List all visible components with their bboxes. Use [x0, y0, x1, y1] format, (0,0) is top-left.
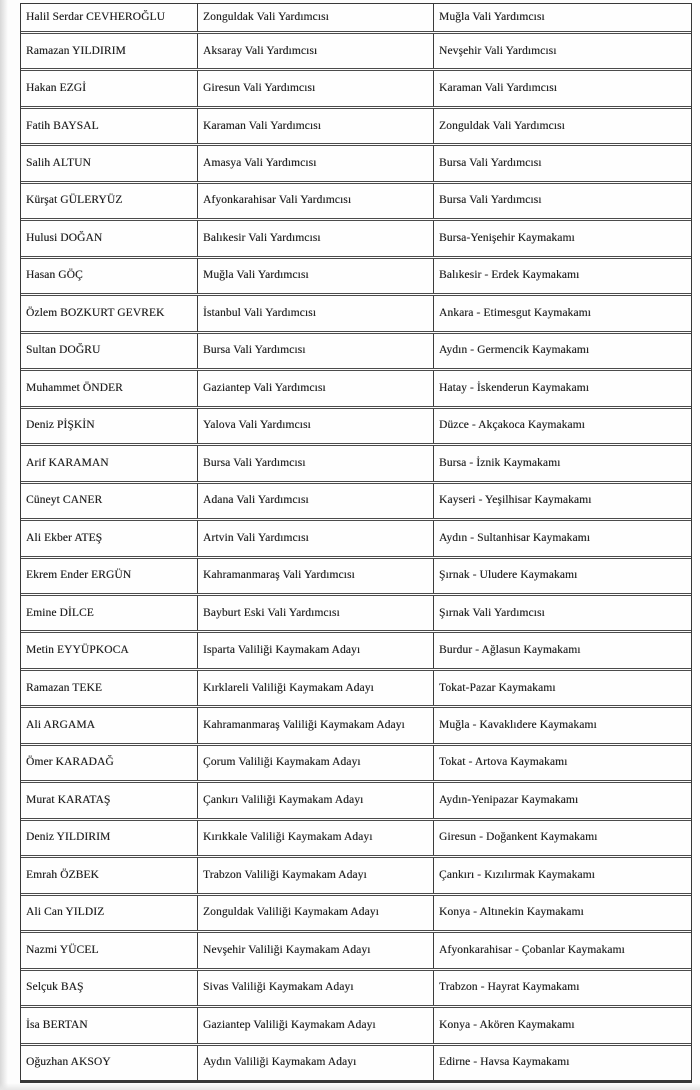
- cell-text: Hakan EZGİ: [26, 82, 87, 95]
- cell-text: Oğuzhan AKSOY: [26, 1056, 111, 1069]
- new-post-cell: [433, 596, 691, 630]
- current-post-cell: [197, 671, 433, 705]
- cell-text: Fatih BAYSAL: [26, 119, 99, 132]
- current-post-cell: [197, 1046, 433, 1080]
- person-name-cell: [21, 896, 197, 930]
- cell-text: Adana Vali Yardımcısı: [203, 494, 309, 507]
- new-post-cell: [433, 933, 691, 967]
- current-post-cell: [197, 896, 433, 930]
- cell-text: Balıkesir Vali Yardımcısı: [203, 231, 321, 244]
- person-name-cell: [21, 633, 197, 667]
- table-row: [21, 293, 691, 330]
- current-post-cell: [197, 334, 433, 368]
- cell-text: Nazmi YÜCEL: [26, 943, 99, 956]
- current-post-cell: [197, 409, 433, 443]
- cell-text: Çankırı Valiliği Kaymakam Adayı: [203, 793, 364, 806]
- table-row: [21, 968, 691, 1005]
- table-row: [21, 1005, 691, 1042]
- person-name-cell: [21, 109, 197, 143]
- cell-text: Bursa Vali Yardımcısı: [439, 194, 542, 207]
- cell-text: Selçuk BAŞ: [26, 981, 84, 994]
- person-name-cell: [21, 708, 197, 742]
- table-row: [21, 818, 691, 855]
- cell-text: Amasya Vali Yardımcısı: [203, 157, 317, 169]
- table-row: [21, 331, 691, 368]
- cell-text: Kırklareli Valiliği Kaymakam Adayı: [203, 681, 374, 694]
- new-post-cell: [433, 896, 691, 930]
- person-name-cell: [21, 71, 197, 105]
- cell-text: Burdur - Ağlasun Kaymakamı: [439, 644, 581, 657]
- person-name-cell: [21, 296, 197, 330]
- person-name-cell: [21, 259, 197, 293]
- cell-text: Afyonkarahisar - Çobanlar Kaymakamı: [439, 943, 625, 956]
- person-name-cell: [21, 184, 197, 218]
- person-name-cell: [21, 971, 197, 1005]
- current-post-cell: [197, 1008, 433, 1042]
- current-post-cell: [197, 371, 433, 405]
- person-name-cell: [21, 783, 197, 817]
- new-post-cell: [433, 71, 691, 105]
- person-name-cell: [21, 746, 197, 780]
- cell-text: Ramazan TEKE: [26, 681, 103, 694]
- cell-text: Konya - Altınekin Kaymakamı: [439, 906, 584, 919]
- cell-text: Murat KARATAŞ: [26, 793, 111, 806]
- cell-text: Emine DİLCE: [26, 606, 94, 619]
- cell-text: Ekrem Ender ERGÜN: [26, 569, 132, 582]
- new-post-cell: [433, 858, 691, 892]
- new-post-cell: [433, 4, 691, 31]
- cell-text: Yalova Vali Yardımcısı: [203, 419, 311, 432]
- scan-shadow-bottom: [0, 1083, 700, 1090]
- cell-text: Nevşehir Valiliği Kaymakam Adayı: [203, 943, 371, 956]
- current-post-cell: [197, 933, 433, 967]
- cell-text: Kahramanmaraş Valiliği Kaymakam Adayı: [203, 718, 405, 731]
- person-name-cell: [21, 221, 197, 255]
- table-row: [21, 68, 691, 105]
- cell-text: Muğla Vali Yardımcısı: [203, 269, 309, 282]
- table-row: [21, 668, 691, 705]
- cell-text: Metin EYYÜPKOCA: [26, 644, 129, 657]
- cell-text: Muğla Vali Yardımcısı: [439, 10, 545, 23]
- current-post-cell: [197, 34, 433, 68]
- cell-text: Zonguldak Vali Yardımcısı: [439, 119, 565, 132]
- cell-text: Düzce - Akçakoca Kaymakamı: [439, 419, 585, 432]
- new-post-cell: [433, 296, 691, 330]
- current-post-cell: [197, 184, 433, 218]
- current-post-cell: [197, 146, 433, 180]
- new-post-cell: [433, 184, 691, 218]
- table-row: [21, 218, 691, 255]
- cell-text: Deniz PİŞKİN: [26, 419, 95, 432]
- cell-text: Trabzon Valiliği Kaymakam Adayı: [203, 868, 367, 881]
- current-post-cell: [197, 559, 433, 593]
- table-row: [21, 930, 691, 967]
- cell-text: Karaman Vali Yardımcısı: [203, 119, 322, 132]
- cell-text: Arif KARAMAN: [26, 456, 109, 469]
- cell-text: Aydın Valiliği Kaymakam Adayı: [203, 1056, 357, 1069]
- cell-text: Edirne - Havsa Kaymakamı: [439, 1056, 570, 1069]
- cell-text: Halil Serdar CEVHEROĞLU: [26, 10, 165, 23]
- new-post-cell: [433, 259, 691, 293]
- cell-text: Aydın-Yenipazar Kaymakamı: [439, 793, 579, 806]
- new-post-cell: [433, 146, 691, 180]
- new-post-cell: [433, 446, 691, 480]
- cell-text: Gaziantep Valiliği Kaymakam Adayı: [203, 1018, 376, 1031]
- current-post-cell: [197, 971, 433, 1005]
- cell-text: Artvin Vali Yardımcısı: [203, 531, 309, 544]
- table-row: [21, 368, 691, 405]
- cell-text: Muhammet ÖNDER: [26, 381, 123, 394]
- person-name-cell: [21, 371, 197, 405]
- cell-text: Sultan DOĞRU: [26, 344, 101, 357]
- table-row: [21, 855, 691, 892]
- cell-text: Trabzon - Hayrat Kaymakamı: [439, 981, 580, 994]
- person-name-cell: [21, 933, 197, 967]
- cell-text: Ali ARGAMA: [26, 718, 96, 731]
- new-post-cell: [433, 633, 691, 667]
- cell-text: Karaman Vali Yardımcısı: [439, 82, 558, 95]
- cell-text: Nevşehir Vali Yardımcısı: [439, 44, 557, 57]
- person-name-cell: [21, 671, 197, 705]
- cell-text: Şırnak Vali Yardımcısı: [439, 606, 545, 619]
- cell-text: Aksaray Vali Yardımcısı: [203, 44, 318, 57]
- new-post-cell: [433, 334, 691, 368]
- cell-text: Zonguldak Vali Yardımcısı: [203, 10, 329, 23]
- current-post-cell: [197, 4, 433, 31]
- cell-text: Ankara - Etimesgut Kaymakamı: [439, 306, 591, 319]
- person-name-cell: [21, 146, 197, 180]
- cell-text: Giresun - Doğankent Kaymakamı: [439, 831, 598, 844]
- cell-text: İstanbul Vali Yardımcısı: [203, 306, 317, 319]
- current-post-cell: [197, 821, 433, 855]
- cell-text: Hasan GÖÇ: [26, 269, 83, 282]
- new-post-cell: [433, 371, 691, 405]
- table-row: [21, 4, 691, 31]
- person-name-cell: [21, 821, 197, 855]
- current-post-cell: [197, 221, 433, 255]
- table-row: [21, 743, 691, 780]
- table-row: [21, 556, 691, 593]
- cell-text: Çankırı - Kızılırmak Kaymakamı: [439, 868, 595, 881]
- current-post-cell: [197, 71, 433, 105]
- cell-text: Kahramanmaraş Vali Yardımcısı: [203, 569, 355, 582]
- table-row: [21, 181, 691, 218]
- person-name-cell: [21, 446, 197, 480]
- current-post-cell: [197, 783, 433, 817]
- cell-text: Bayburt Eski Vali Yardımcısı: [203, 606, 340, 619]
- new-post-cell: [433, 783, 691, 817]
- new-post-cell: [433, 484, 691, 518]
- person-name-cell: [21, 521, 197, 555]
- cell-text: Hatay - İskenderun Kaymakamı: [439, 381, 590, 394]
- current-post-cell: [197, 296, 433, 330]
- current-post-cell: [197, 259, 433, 293]
- table-row: [21, 518, 691, 555]
- table-row: [21, 443, 691, 480]
- table-row: [21, 893, 691, 930]
- table-row: [21, 106, 691, 143]
- cell-text: Muğla - Kavaklıdere Kaymakamı: [439, 718, 597, 731]
- new-post-cell: [433, 409, 691, 443]
- current-post-cell: [197, 109, 433, 143]
- current-post-cell: [197, 484, 433, 518]
- table-row: [21, 481, 691, 518]
- new-post-cell: [433, 559, 691, 593]
- new-post-cell: [433, 1008, 691, 1042]
- cell-text: Sivas Valiliği Kaymakam Adayı: [203, 981, 354, 994]
- cell-text: Zonguldak Valiliği Kaymakam Adayı: [203, 906, 379, 919]
- table-row: [21, 630, 691, 667]
- person-name-cell: [21, 34, 197, 68]
- table-row: [21, 406, 691, 443]
- person-name-cell: [21, 858, 197, 892]
- new-post-cell: [433, 34, 691, 68]
- new-post-cell: [433, 521, 691, 555]
- table-row: [21, 593, 691, 630]
- new-post-cell: [433, 821, 691, 855]
- new-post-cell: [433, 671, 691, 705]
- person-name-cell: [21, 409, 197, 443]
- cell-text: Kırıkkale Valiliği Kaymakam Adayı: [203, 831, 373, 844]
- cell-text: Konya - Akören Kaymakamı: [439, 1018, 575, 1031]
- appointments-table: [20, 3, 692, 1083]
- cell-text: Afyonkarahisar Vali Yardımcısı: [203, 194, 352, 207]
- cell-text: Bursa Vali Yardımcısı: [203, 456, 306, 469]
- cell-text: İsa BERTAN: [26, 1018, 88, 1031]
- cell-text: Kayseri - Yeşilhisar Kaymakamı: [439, 494, 592, 507]
- table-row: [21, 705, 691, 742]
- table-row: [21, 256, 691, 293]
- current-post-cell: [197, 521, 433, 555]
- scan-shadow-left: [0, 0, 8, 1090]
- cell-text: Aydın - Germencik Kaymakamı: [439, 344, 590, 357]
- cell-text: Isparta Valiliği Kaymakam Adayı: [203, 644, 361, 657]
- table-row: [21, 31, 691, 68]
- cell-text: Bursa - İznik Kaymakamı: [439, 456, 561, 469]
- new-post-cell: [433, 708, 691, 742]
- cell-text: Aydın - Sultanhisar Kaymakamı: [439, 531, 590, 544]
- new-post-cell: [433, 971, 691, 1005]
- current-post-cell: [197, 858, 433, 892]
- cell-text: Şırnak - Uludere Kaymakamı: [439, 569, 578, 582]
- cell-text: Ramazan YILDIRIM: [26, 44, 126, 57]
- new-post-cell: [433, 109, 691, 143]
- cell-text: Deniz YILDIRIM: [26, 831, 111, 844]
- current-post-cell: [197, 446, 433, 480]
- cell-text: Kürşat GÜLERYÜZ: [26, 194, 123, 207]
- cell-text: Bursa Vali Yardımcısı: [203, 344, 306, 357]
- cell-text: Bursa-Yenişehir Kaymakamı: [439, 231, 575, 244]
- current-post-cell: [197, 746, 433, 780]
- new-post-cell: [433, 221, 691, 255]
- cell-text: Ali Can YILDIZ: [26, 906, 105, 919]
- person-name-cell: [21, 334, 197, 368]
- cell-text: Ömer KARADAĞ: [26, 756, 114, 769]
- cell-text: Çorum Valiliği Kaymakam Adayı: [203, 756, 361, 769]
- person-name-cell: [21, 4, 197, 31]
- cell-text: Giresun Vali Yardımcısı: [203, 82, 316, 95]
- cell-text: Emrah ÖZBEK: [26, 868, 99, 881]
- cell-text: Tokat-Pazar Kaymakamı: [439, 681, 556, 694]
- cell-text: Salih ALTUN: [26, 157, 91, 169]
- cell-text: Tokat - Artova Kaymakamı: [439, 756, 568, 769]
- table-row: [21, 143, 691, 180]
- cell-text: Gaziantep Vali Yardımcısı: [203, 381, 326, 394]
- cell-text: Bursa Vali Yardımcısı: [439, 157, 542, 169]
- cell-text: Özlem BOZKURT GEVREK: [26, 306, 165, 319]
- new-post-cell: [433, 746, 691, 780]
- person-name-cell: [21, 1008, 197, 1042]
- table-row: [21, 1043, 691, 1080]
- current-post-cell: [197, 596, 433, 630]
- person-name-cell: [21, 559, 197, 593]
- person-name-cell: [21, 596, 197, 630]
- table-row: [21, 780, 691, 817]
- person-name-cell: [21, 1046, 197, 1080]
- current-post-cell: [197, 708, 433, 742]
- current-post-cell: [197, 633, 433, 667]
- cell-text: Hulusi DOĞAN: [26, 231, 103, 244]
- cell-text: Balıkesir - Erdek Kaymakamı: [439, 269, 580, 282]
- person-name-cell: [21, 484, 197, 518]
- new-post-cell: [433, 1046, 691, 1080]
- cell-text: Cüneyt CANER: [26, 494, 103, 507]
- cell-text: Ali Ekber ATEŞ: [26, 531, 103, 544]
